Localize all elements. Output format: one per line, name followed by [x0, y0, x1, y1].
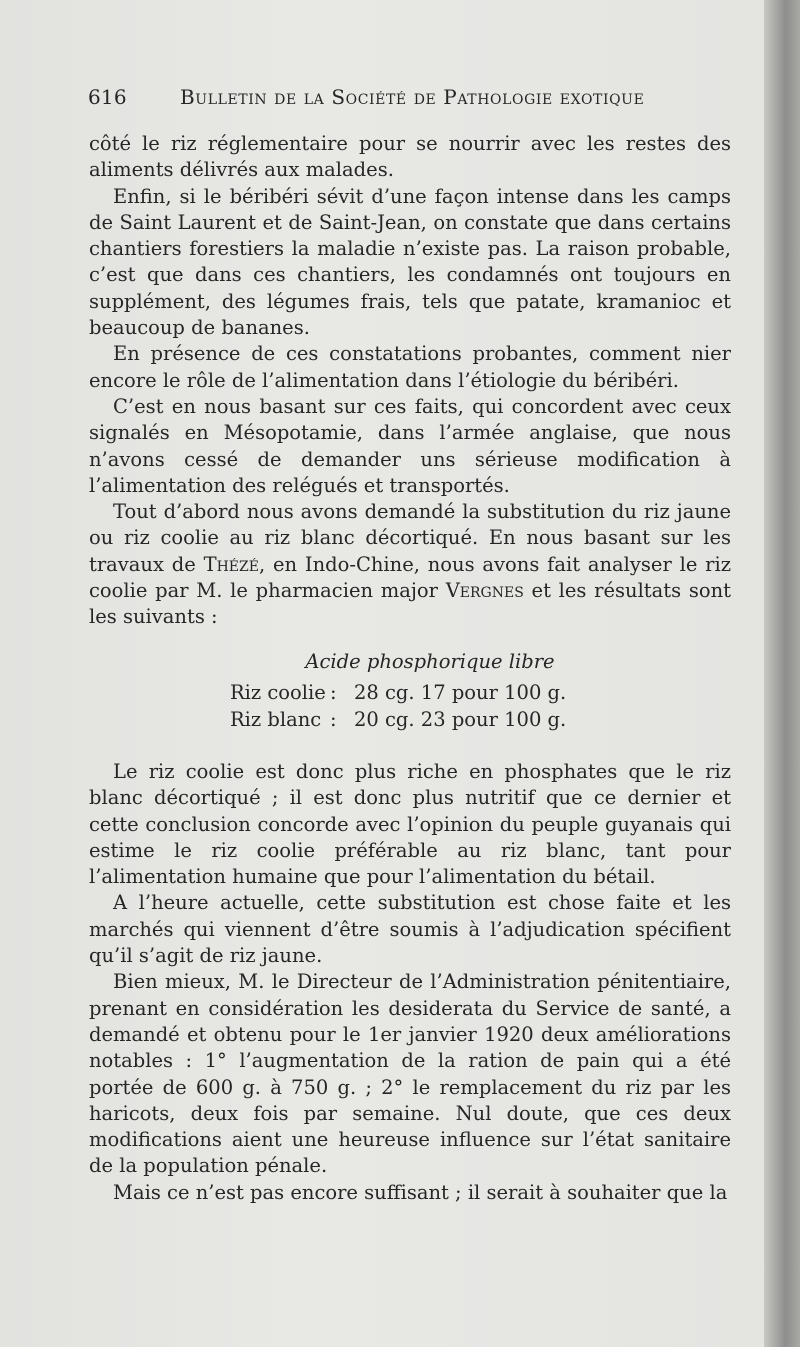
row-separator: :	[330, 680, 337, 704]
row-label: Riz coolie	[230, 680, 326, 704]
paragraph-text: Tout d’abord nous avons demandé la substitution du riz jaune ou riz coolie au riz blanc décortiqué. En nous basant sur les travaux de	[89, 500, 731, 576]
row-separator: :	[330, 707, 337, 731]
phosphoric-acid-table	[89, 649, 731, 733]
paragraph-continuation: côté le riz réglementaire pour se nourrir avec les restes des aliments délivrés aux malades.	[89, 132, 731, 182]
page-header	[88, 85, 728, 117]
paragraph-text: , en Indo-Chine, nous avons fait analyser le riz coolie par M. le pharmacien major	[89, 552, 731, 603]
paragraph-improvements: Bien mieux, M. le Directeur de l’Administration pénitentiaire, prenant en considération les desiderata du Service de santé, a demandé et obtenu pour le 1er janvier 1920 deux améliorations notables : 1° l’augmentation de la ration de pain qui a été portée de 600 g. à 750 g. ; 2° le remplacement du riz par les haricots, deux fois par semaine. Nul doute, que ces deux modifications aient une heureuse influence sur l’état sanitaire de la population pénale.	[89, 970, 731, 1178]
page-edge	[764, 0, 800, 1347]
running-title: Bulletin de la Société de Pathologie exotique	[180, 85, 645, 109]
table-title: Acide phosphorique libre	[305, 649, 555, 673]
row-value: 20 cg. 23 pour 100 g.	[354, 707, 567, 731]
paragraph-substitution-request	[89, 499, 731, 630]
table-row	[230, 679, 731, 706]
table-row	[230, 706, 731, 733]
paragraph-final: Mais ce n’est pas encore suffisant ; il serait à souhaiter que la	[113, 1180, 728, 1204]
paragraph-alimentation-role: En présence de ces constatations probantes, comment nier encore le rôle de l’alimentation dans l’étiologie du béribéri.	[89, 342, 731, 392]
author-name-theze: Thézé	[203, 552, 259, 576]
page-number: 616	[88, 85, 127, 109]
paragraph-current-status: A l’heure actuelle, cette substitution est chose faite et les marchés qui viennent d’être soumis à l’adjudication spécifient qu’il s’agit de riz jaune.	[89, 891, 731, 968]
paragraph-beriberi-camps: Enfin, si le béribéri sévit d’une façon intense dans les camps de Saint Laurent et de Saint-Jean, on constate que dans certains chantiers forestiers la maladie n’existe pas. La raison probable, c’est que dans ces chantiers, les condamnés ont toujours en supplément, des légumes frais, tels que patate, kramanioc et beaucoup de bananes.	[89, 184, 731, 340]
row-value: 28 cg. 17 pour 100 g.	[354, 680, 567, 704]
paragraph-text: et les résultats sont les suivants :	[89, 579, 731, 629]
author-name-vergnes: Vergnes	[445, 579, 524, 603]
row-label: Riz blanc	[230, 707, 322, 731]
article-body	[89, 131, 731, 1206]
paragraph-conclusion-phosphates: Le riz coolie est donc plus riche en phosphates que le riz blanc décortiqué ; il est donc plus nutritif que ce dernier et cette conclusion concorde avec l’opinion du peuple guyanais qui estime le riz coolie préférable au riz blanc, tant pour l’alimentation humaine que pour l’alimentation du bétail.	[89, 759, 731, 889]
paragraph-mesopotamie: C’est en nous basant sur ces faits, qui concordent avec ceux signalés en Mésopotamie, dans l’armée anglaise, que nous n’avons cessé de demander uns sérieuse modification à l’alimentation des relégués et transportés.	[89, 394, 731, 497]
